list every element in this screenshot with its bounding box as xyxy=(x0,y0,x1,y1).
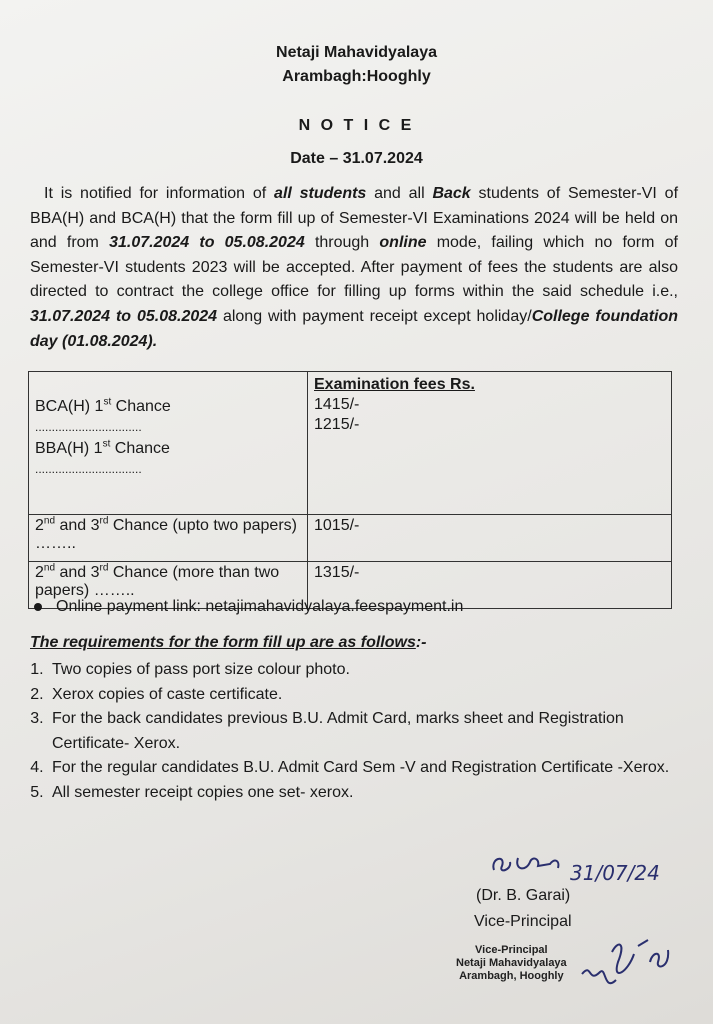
college-location: Arambagh:Hooghly xyxy=(282,68,431,85)
list-item: 3. For the back candidates previous B.U. Admit Card, marks sheet and Registration Certificate- Xerox. xyxy=(48,707,688,756)
college-name: Netaji Mahavidyalaya xyxy=(276,44,437,61)
course-cell: BCA(H) 1st Chance ................................ BBA(H) 1st Chance ................................ xyxy=(29,372,308,515)
list-item: 4. For the regular candidates B.U. Admit Card Sem -V and Registration Certificate -Xerox. xyxy=(48,756,688,781)
stamp-signature xyxy=(578,932,678,1002)
signer-name: (Dr. B. Garai) xyxy=(476,887,571,904)
bullet-icon xyxy=(34,603,42,611)
payment-link: Online payment link: netajimahavidyalaya.feespayment.in xyxy=(34,598,463,616)
requirements-list xyxy=(28,658,688,805)
list-item: 1. Two copies of pass port size colour photo. xyxy=(48,658,688,683)
fees-cell: 1015/- xyxy=(308,515,672,562)
course-cell: 2nd and 3rd Chance (more than two papers) …….. xyxy=(29,562,308,609)
table-row xyxy=(29,372,672,515)
list-item: 5. All semester receipt copies one set- xerox. xyxy=(48,781,688,806)
notice-body: It is notified for information of all students and all Back students of Semester-VI of BBA(H) and BCA(H) that the form fill up of Semester-VI Examinations 2024 will be held on and from 31.07.2024 to 05.08.2024 through online mode, failing which no form of Semester-VI students 2023 will be accepted. After payment of fees the students are also directed to contract the college office for filling up forms within the said schedule i.e., 31.07.2024 to 05.08.2024 along with payment receipt except holiday/College foundation day (01.08.2024). xyxy=(30,185,679,350)
course-cell: 2nd and 3rd Chance (upto two papers) …….. xyxy=(29,515,308,562)
fees-header: Examination fees Rs. xyxy=(314,376,475,393)
notice-title: N O T I C E xyxy=(298,117,415,134)
signer-designation: Vice-Principal xyxy=(474,913,572,930)
notice-date: Date – 31.07.2024 xyxy=(290,150,423,167)
fees-table xyxy=(28,371,672,609)
fees-cell: 1315/- xyxy=(308,562,672,609)
table-row xyxy=(29,515,672,562)
official-stamp: Vice-Principal Netaji Mahavidyalaya Arambagh, Hooghly xyxy=(456,944,567,982)
signature-date: 31/07/24 xyxy=(570,861,660,885)
list-item: 2. Xerox copies of caste certificate. xyxy=(48,683,688,708)
requirements-title: The requirements for the form fill up are as follows:- xyxy=(30,634,427,651)
fees-cell: Examination fees Rs. 1415/- 1215/- xyxy=(308,372,672,515)
